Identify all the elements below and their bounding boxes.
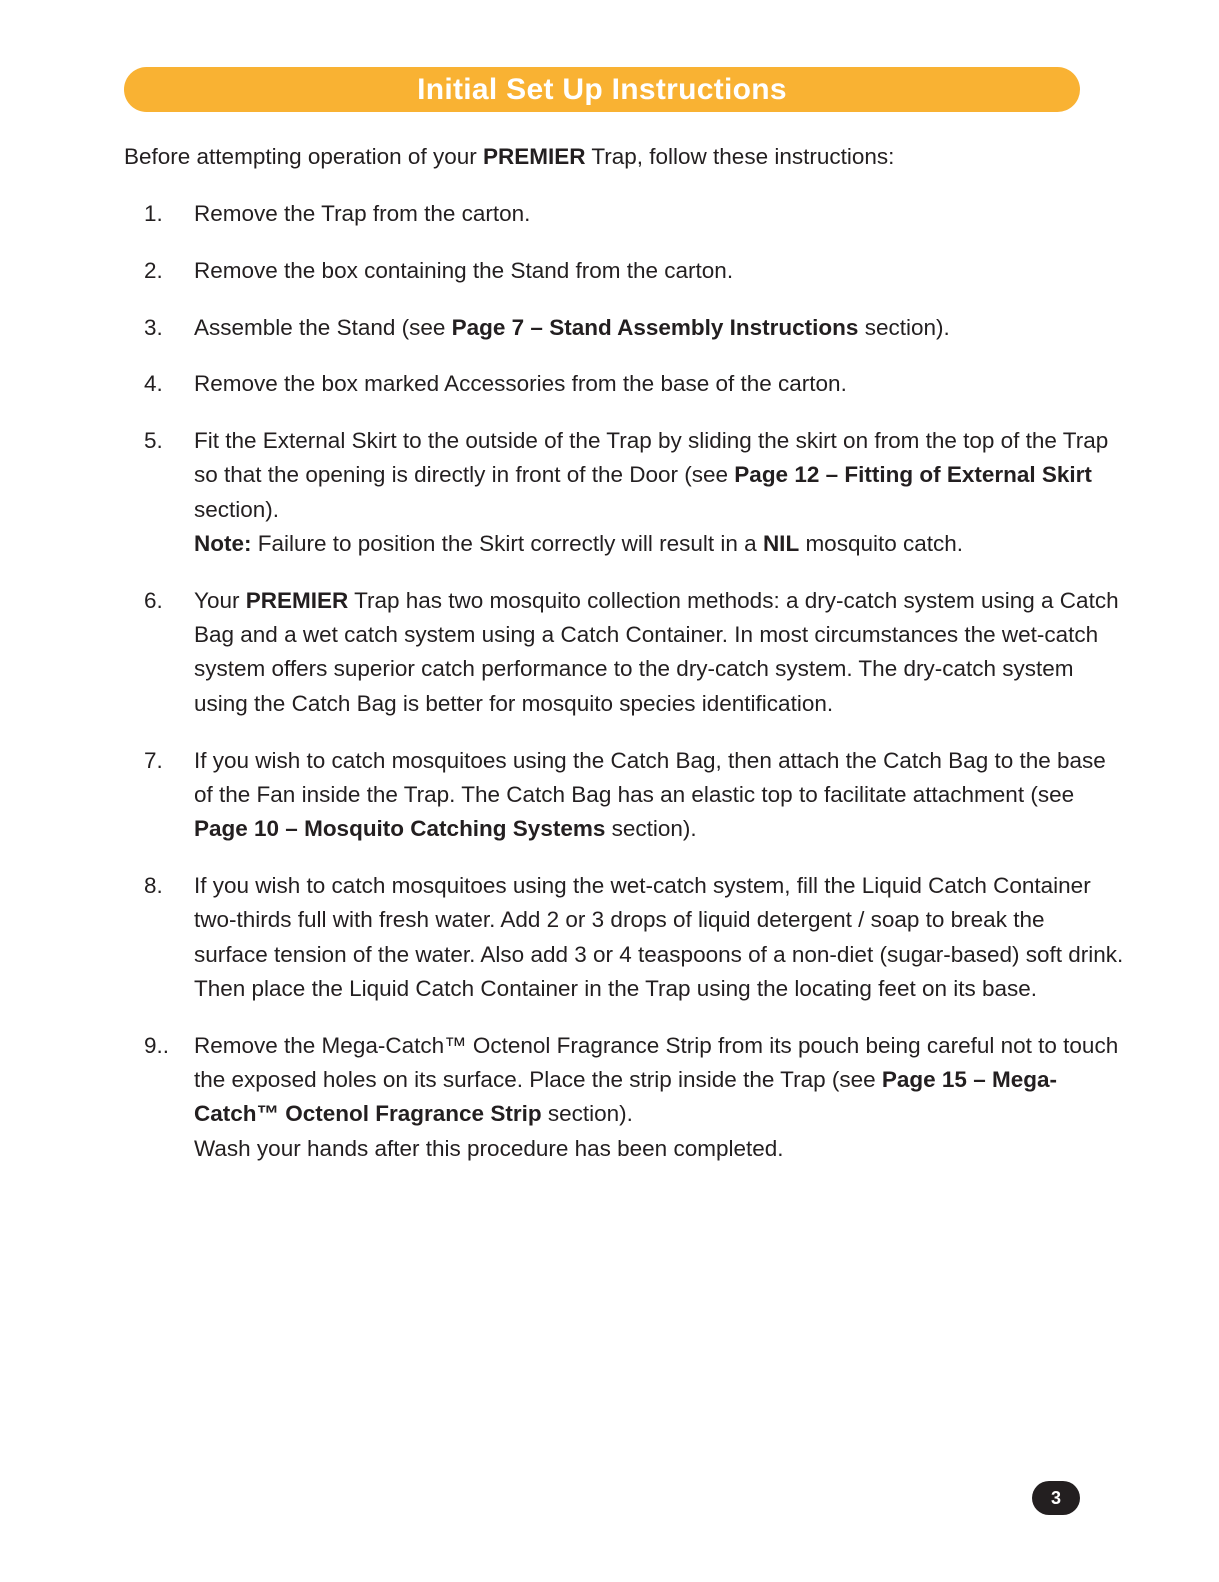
- step-text: Remove the Trap from the carton.: [194, 201, 531, 226]
- note-label: Note:: [194, 531, 252, 557]
- step-text: [194, 584, 1124, 721]
- step-text-post: section).: [541, 1101, 633, 1127]
- title-banner: [124, 67, 1080, 112]
- step-number: 3.: [144, 314, 163, 340]
- intro-after: Trap, follow these instructions:: [585, 144, 895, 169]
- note-text-post: mosquito catch.: [799, 531, 964, 557]
- step-text-pre: Fit the External Skirt to the outside of the Trap by sliding the skirt on from the top of the Trap so that the opening is directly in front of the Door (see: [194, 428, 1109, 488]
- step-text-post: Trap has two mosquito collection methods: a dry-catch system using a Catch Bag and a wet catch system using a Catch Container. In most circumstances the wet-catch system offers superior catch performance to the dry-catch system. The dry-catch system using the Catch Bag is better for mosquito species identification.: [194, 587, 1119, 716]
- step-text-pre: Remove the Mega-Catch™ Octenol Fragrance Strip from its pouch being careful not to touch the exposed holes on its surface. Place the strip inside the Trap (see: [194, 1032, 1119, 1092]
- step-8: [124, 869, 1124, 1006]
- step-note: [194, 527, 1124, 561]
- intro-text: [124, 140, 1124, 174]
- page-reference: Page 10 – Mosquito Catching Systems: [194, 816, 606, 842]
- step-text: [194, 744, 1124, 847]
- step-3: [124, 311, 1124, 345]
- step-number: 8.: [144, 872, 163, 898]
- step-text-post: section).: [194, 496, 280, 522]
- intro-before: Before attempting operation of your: [124, 144, 483, 169]
- page-reference: Page 15 – Mega-Catch™ Octenol Fragrance Strip: [194, 1066, 1057, 1127]
- step-text-pre: If you wish to catch mosquitoes using the Catch Bag, then attach the Catch Bag to the base of the Fan inside the Trap. The Catch Bag has an elastic top to facilitate attachment (see: [194, 747, 1106, 807]
- note-text-pre: Failure to position the Skirt correctly will result in a: [251, 531, 763, 557]
- step-text: Remove the box marked Accessories from the base of the carton.: [194, 371, 847, 397]
- page-title: Initial Set Up Instructions: [417, 72, 787, 106]
- intro-brand: PREMIER: [482, 144, 586, 169]
- step-text: If you wish to catch mosquitoes using the wet-catch system, fill the Liquid Catch Container two-thirds full with fresh water. Add 2 or 3 drops of liquid detergent / soap to break the surface tension of the water. Also add 3 or 4 teaspoons of a non-diet (sugar-based) soft drink. Then place the Liquid Catch Container in the Trap using the locating feet on its base.: [194, 872, 1124, 1001]
- step-number: 1.: [144, 201, 163, 226]
- step-number: 7.: [144, 747, 163, 773]
- step-text: [194, 311, 1124, 345]
- step-extra-text: Wash your hands after this procedure has been completed.: [194, 1135, 784, 1161]
- instruction-list: [124, 197, 1124, 1188]
- step-number: 5.: [144, 428, 163, 454]
- step-text-post: section).: [858, 314, 950, 340]
- step-text-pre: Your: [194, 587, 246, 613]
- step-text: [194, 1029, 1124, 1132]
- step-number: 2.: [144, 257, 163, 283]
- step-text-post: section).: [605, 816, 697, 842]
- brand-name: PREMIER: [245, 587, 349, 613]
- step-6: [124, 584, 1124, 721]
- step-4: [124, 367, 1124, 401]
- step-text: [194, 424, 1124, 527]
- page-reference: Page 12 – Fitting of External Skirt: [734, 462, 1092, 488]
- step-2: [124, 254, 1124, 288]
- step-1: [124, 197, 1124, 231]
- step-text: Remove the box containing the Stand from the carton.: [194, 257, 734, 283]
- note-emphasis: NIL: [762, 531, 800, 557]
- step-text-pre: Assemble the Stand (see: [194, 314, 452, 340]
- step-7: [124, 744, 1124, 847]
- page-reference: Page 7 – Stand Assembly Instructions: [451, 314, 859, 340]
- page-number: 3: [1050, 1487, 1061, 1508]
- step-5: [124, 424, 1124, 561]
- page-number-badge: [1032, 1481, 1080, 1515]
- step-number: 9..: [144, 1032, 170, 1058]
- step-number: 4.: [144, 371, 163, 397]
- step-number: 6.: [144, 587, 163, 613]
- step-9: [124, 1029, 1124, 1166]
